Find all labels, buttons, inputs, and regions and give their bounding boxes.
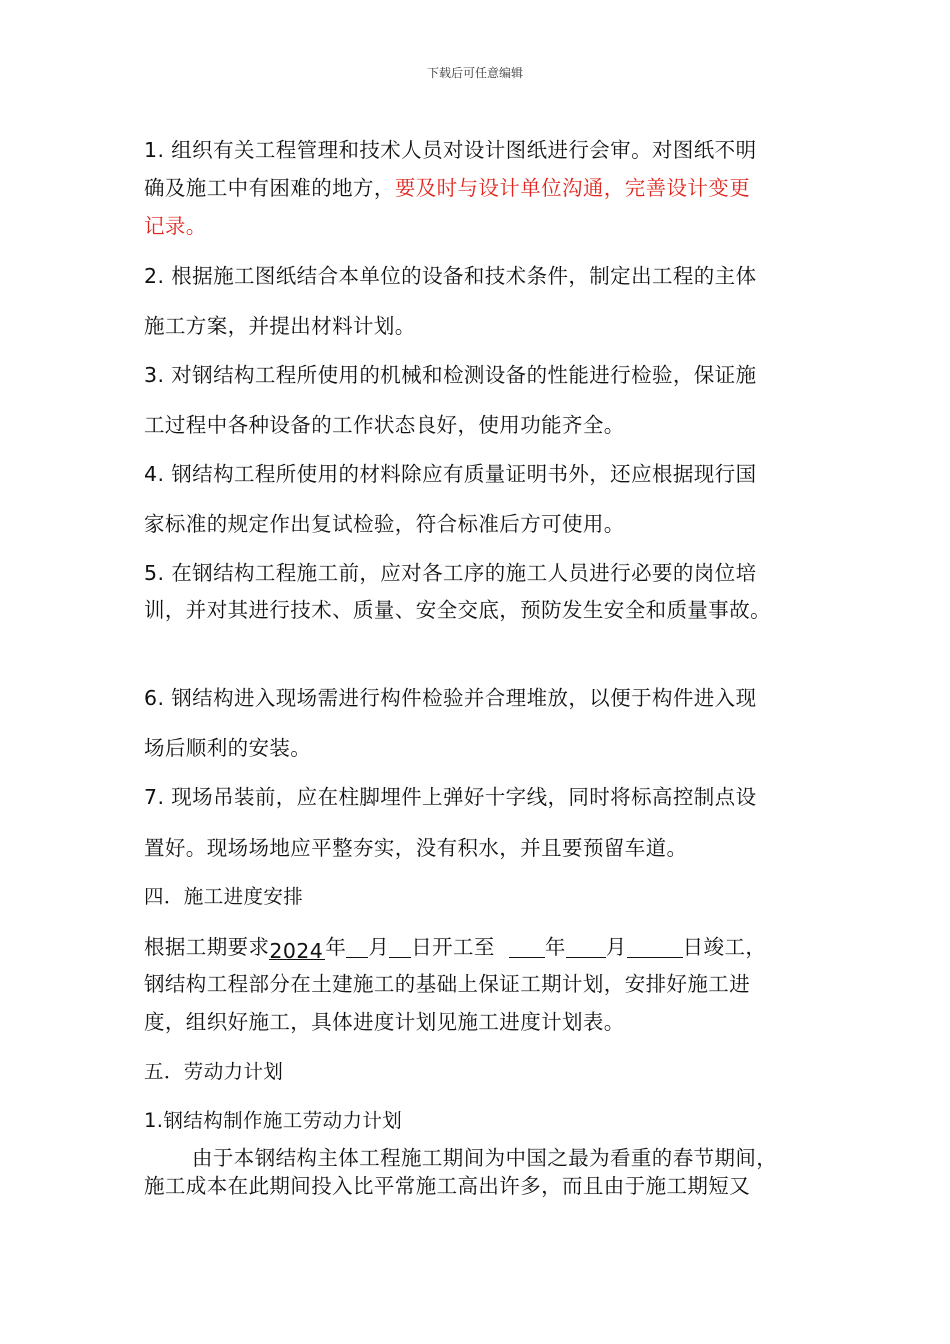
item-1-line-2 xyxy=(144,174,750,202)
section-5-para-line-2: 施工成本在此期间投入比平常施工高出许多，而且由于施工期短又 xyxy=(144,1174,751,1198)
schedule-line xyxy=(144,933,766,961)
section-5-subtitle: 1.钢结构制作施工劳动力计划 xyxy=(144,1109,403,1132)
item-3-line-2: 工过程中各种设备的工作状态良好，使用功能齐全。 xyxy=(144,413,625,437)
item-7-line-1: 7. 现场吊装前，应在柱脚埋件上弹好十字线，同时将标高控制点设 xyxy=(144,785,757,809)
day-end-blank xyxy=(627,935,683,958)
item-5-line-2: 训，并对其进行技术、质量、安全交底，预防发生安全和质量事故。 xyxy=(144,598,771,622)
item-1-line-1: 1. 组织有关工程管理和技术人员对设计图纸进行会审。对图纸不明 xyxy=(144,138,757,162)
year-end-blank xyxy=(509,935,545,958)
schedule-end-label: 日竣工， xyxy=(682,935,767,959)
schedule-start-label: 日开工至 xyxy=(411,935,495,959)
item-6-line-1: 6. 钢结构进入现场需进行构件检验并合理堆放，以便于构件进入现 xyxy=(144,686,757,710)
item-3-line-1: 3. 对钢结构工程所使用的机械和检测设备的性能进行检验，保证施 xyxy=(144,363,757,387)
year-start-field: 2024 xyxy=(269,937,325,960)
section-4-line-3: 度，组织好施工，具体进度计划见施工进度计划表。 xyxy=(144,1010,625,1034)
item-2-line-1: 2. 根据施工图纸结合本单位的设备和技术条件，制定出工程的主体 xyxy=(144,264,757,288)
month-end-blank xyxy=(566,935,606,958)
section-4-title: 四．施工进度安排 xyxy=(144,885,304,908)
schedule-month2-label: 月 xyxy=(605,935,627,959)
item-6-line-2: 场后顺利的安装。 xyxy=(144,736,312,760)
schedule-year2-label: 年 xyxy=(544,935,566,959)
item-1-highlight: 要及时与设计单位沟通，完善设计变更 xyxy=(394,176,751,200)
item-5-line-1: 5. 在钢结构工程施工前，应对各工序的施工人员进行必要的岗位培 xyxy=(144,561,757,585)
item-4-line-2: 家标准的规定作出复试检验，符合标准后方可使用。 xyxy=(144,512,625,536)
section-5-para-line-1: 由于本钢结构主体工程施工期间为中国之最为看重的春节期间， xyxy=(192,1146,778,1170)
item-4-line-1: 4. 钢结构工程所使用的材料除应有质量证明书外，还应根据现行国 xyxy=(144,462,757,486)
day-start-blank xyxy=(389,935,411,958)
schedule-month-label: 月 xyxy=(368,935,390,959)
month-start-blank xyxy=(346,935,368,958)
item-2-line-2: 施工方案，并提出材料计划。 xyxy=(144,314,416,338)
item-1-text: 确及施工中有困难的地方， xyxy=(144,176,395,200)
schedule-year-label: 年 xyxy=(325,935,347,959)
section-5-title: 五．劳动力计划 xyxy=(144,1060,284,1083)
item-7-line-2: 置好。现场场地应平整夯实，没有积水，并且要预留车道。 xyxy=(144,836,688,860)
item-1-highlight-end: 记录。 xyxy=(144,214,207,238)
schedule-prefix: 根据工期要求 xyxy=(144,935,270,959)
section-4-line-2: 钢结构工程部分在土建施工的基础上保证工期计划，安排好施工进 xyxy=(144,972,751,996)
page-header: 下载后可任意编辑 xyxy=(426,66,523,80)
